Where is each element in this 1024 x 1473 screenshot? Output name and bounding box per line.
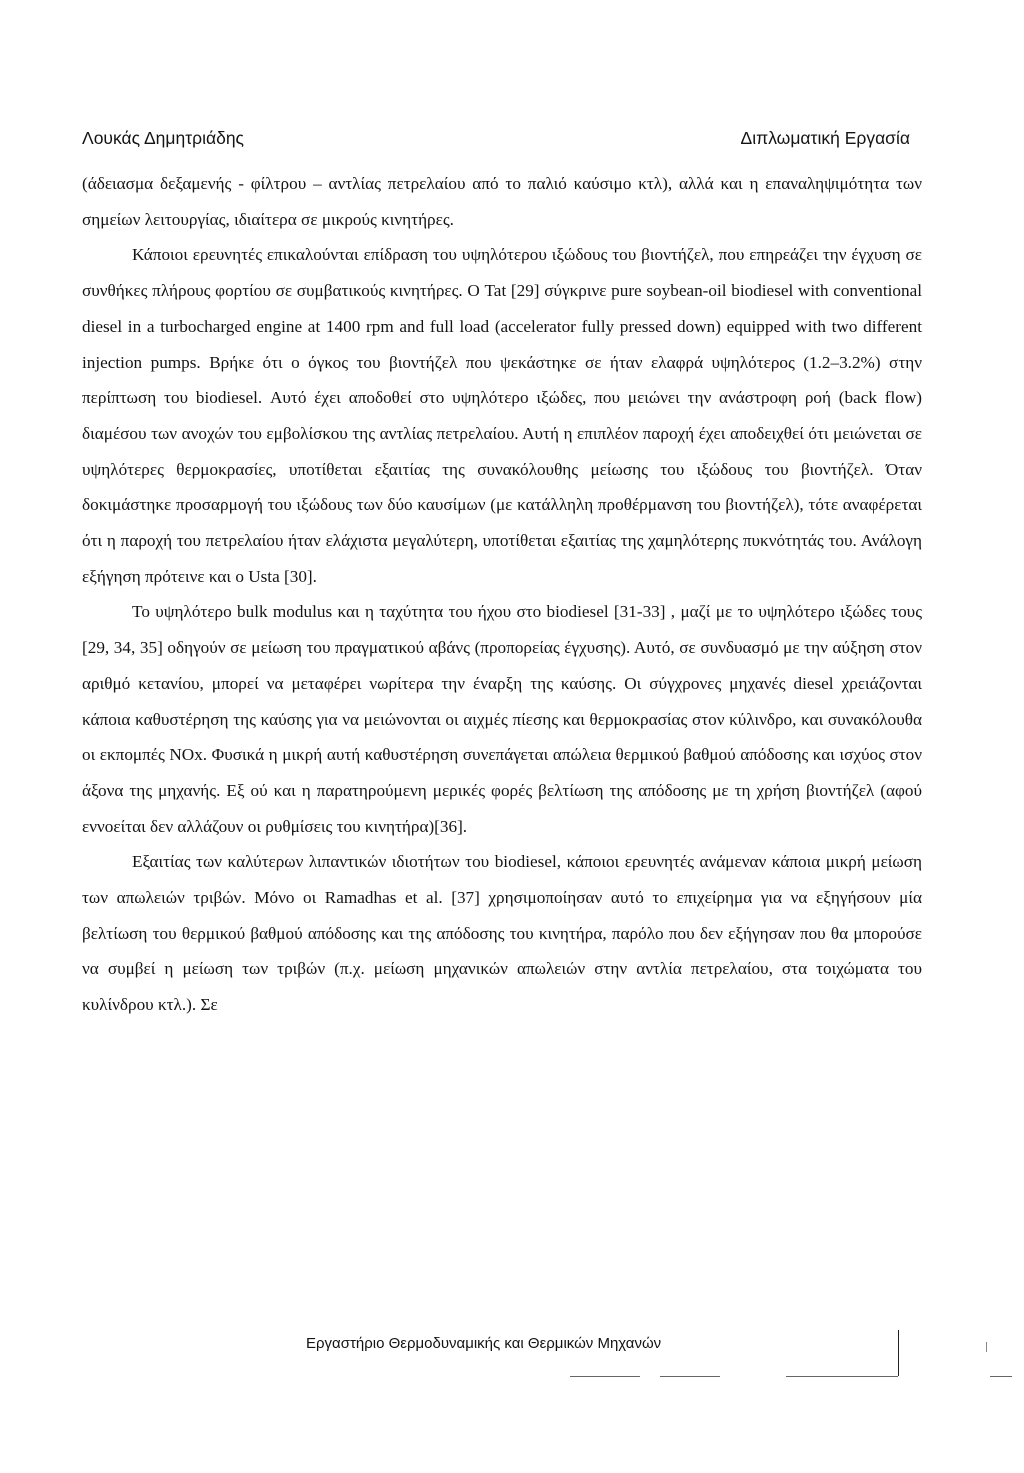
footer-rule: [786, 1376, 898, 1377]
paragraph-2: Κάποιοι ερευνητές επικαλούνται επίδραση του υψηλότερου ιξώδους του βιοντήζελ, που επηρεάζει την έγχυση σε συνθήκες πλήρους φορτίου σε συμβατικούς κινητήρες. Ο Tat [29] σύγκρινε pure soybean-oil biodiesel with conventional diesel in a turbocharged engine at 1400 rpm and full load (accelerator fully pressed down) equipped with two different injection pumps. Βρήκε ότι ο όγκος του βιοντήζελ που ψεκάστηκε σε ήταν ελαφρά υψηλότερος (1.2–3.2%) στην περίπτωση του biodiesel. Αυτό έχει αποδοθεί στο υψηλότερο ιξώδες, που μειώνει την ανάστροφη ροή (back flow) διαμέσου των ανοχών του εμβολίσκου της αντλίας πετρελαίου. Αυτή η επιπλέον παροχή έχει αποδειχθεί ότι μειώνεται σε υψηλότερες θερμοκρασίες, υποτίθεται εξαιτίας της συνακόλουθης μείωσης του ιξώδους του βιοντήζελ. Όταν δοκιμάστηκε προσαρμογή του ιξώδους των δύο καυσίμων (με κατάλληλη προθέρμανση του βιοντήζελ), τότε αναφέρεται ότι η παροχή του πετρελαίου ήταν ελάχιστα μεγαλύτερη, υποτίθεται εξαιτίας της χαμηλότερης πυκνότητάς του. Ανάλογη εξήγηση πρότεινε και ο Usta [30].: [82, 245, 922, 586]
running-footer: [0, 1330, 1024, 1358]
paragraph-4: Εξαιτίας των καλύτερων λιπαντικών ιδιοτήτων του biodiesel, κάποιοι ερευνητές ανάμεναν κάποια μικρή μείωση των απωλειών τριβών. Μόνο οι Ramadhas et al. [37] χρησιμοποίησαν αυτό το επιχείρημα για να εξηγήσουν μία βελτίωση του θερμικού βαθμού απόδοσης και της απόδοσης του κινητήρα, παρόλο που δεν εξήγησαν που θα μπορούσε να συμβεί η μείωση των τριβών (π.χ. μείωση μηχανικών απωλειών στην αντλία πετρελαίου, στα τοιχώματα του κυλίνδρου κτλ.). Σε: [82, 852, 922, 1015]
footer-lab-name: Εργαστήριο Θερμοδυναμικής και Θερμικών Μηχανών: [306, 1335, 662, 1352]
running-header: [82, 126, 910, 150]
paragraph-1: (άδειασμα δεξαμενής - φίλτρου – αντλίας πετρελαίου από το παλιό καύσιμο κτλ), αλλά και η επαναληψιμότητα των σημείων λειτουργίας, ιδιαίτερα σε μικρούς κινητήρες.: [82, 174, 922, 229]
body-text: [82, 166, 922, 1023]
footer-rule: [660, 1376, 720, 1377]
document-type: Διπλωματική Εργασία: [740, 128, 910, 148]
footer-rule: [990, 1376, 1012, 1377]
footer-rule: [570, 1376, 640, 1377]
footer-vertical-rule: [898, 1330, 899, 1376]
author-name: Λουκάς Δημητριάδης: [82, 128, 244, 148]
paragraph-3: Το υψηλότερο bulk modulus και η ταχύτητα του ήχου στο biodiesel [31-33] , μαζί με το υψηλότερο ιξώδες τους [29, 34, 35] οδηγούν σε μείωση του πραγματικού αβάνς (προπορείας έγχυσης). Αυτό, σε συνδυασμό με την αύξηση στον αριθμό κετανίου, μπορεί να μεταφέρει νωρίτερα την έναρξη της καύσης. Οι σύγχρονες μηχανές diesel χρειάζονται κάποια καθυστέρηση της καύσης για να μειώνονται οι αιχμές πίεσης και θερμοκρασίας στον κύλινδρο, και συνακόλουθα οι εκπομπές NOx. Φυσικά η μικρή αυτή καθυστέρηση συνεπάγεται απώλεια θερμικού βαθμού απόδοσης και ισχύος στον άξονα της μηχανής. Εξ ού και η παρατηρούμενη μερικές φορές βελτίωση της απόδοσης με τη χρήση βιοντήζελ (αφού εννοείται δεν αλλάζουν οι ρυθμίσεις του κινητήρα)[36].: [82, 602, 922, 836]
footer-tick-mark: [986, 1342, 987, 1352]
